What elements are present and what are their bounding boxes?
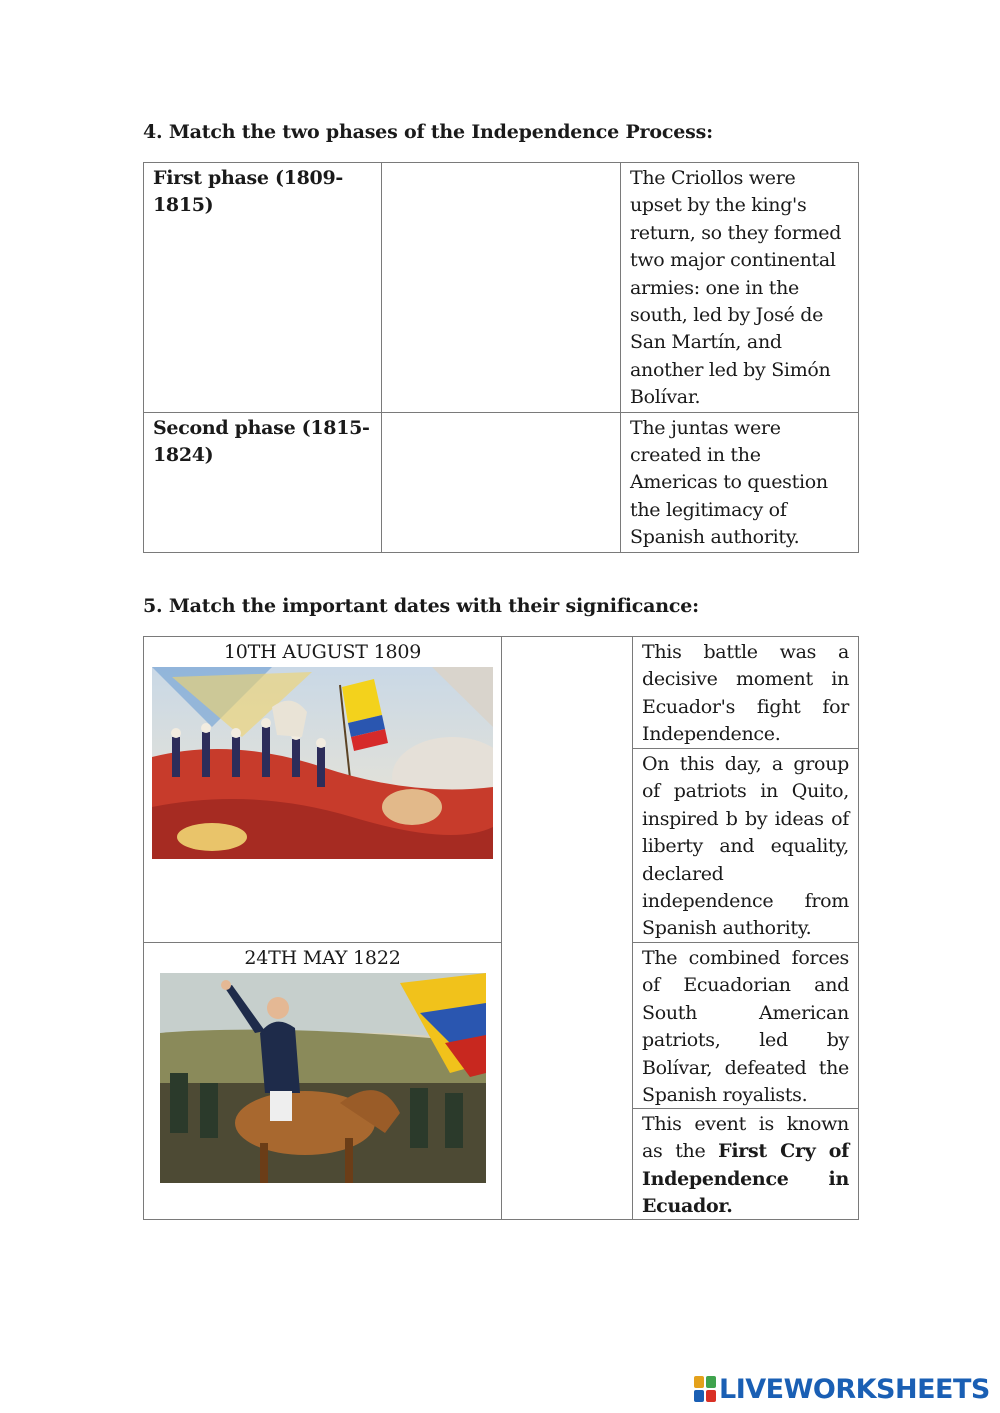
phase-label: Second phase (1815-1824) [153,416,370,467]
liveworksheets-logo-icon [694,1376,716,1402]
date-label: 24TH MAY 1822 [244,947,401,970]
date-cell [144,637,502,943]
question-4-heading: 4. Match the two phases of the Independence Process: [143,121,713,143]
significance-cell [633,637,859,1220]
battle-painting-icon [152,667,493,859]
significance-text: This battle was a decisive moment in Ecuador's fight for Independence. [642,641,849,746]
dates-match-table [143,636,859,1220]
significance-block [633,943,858,1109]
table-row [144,637,859,943]
answer-drop-cell[interactable] [382,163,621,413]
answer-drop-cell[interactable] [502,637,633,1220]
question-5-heading: 5. Match the important dates with their significance: [143,595,699,617]
date-cell [144,943,502,1220]
significance-block [633,1109,858,1219]
bolivar-painting-icon [160,973,486,1183]
logo-text: LIVEWORKSHEETS [719,1373,990,1405]
phase-cell [144,163,382,413]
description-cell [621,163,859,413]
significance-block [633,637,858,749]
liveworksheets-logo [694,1372,994,1406]
significance-text: The combined forces of Ecuadorian and South American patriots, led by Bolívar, defeated the Spanish royalists. [642,947,849,1107]
phase-label: First phase (1809-1815) [153,167,343,217]
description-text: The juntas were created in the Americas to question the legitimacy of Spanish authority. [630,416,828,549]
significance-text: On this day, a group of patriots in Quito, inspired b by ideas of liberty and equality, declared independence from Spanish authority. [642,753,849,940]
date-label: 10TH AUGUST 1809 [223,641,422,663]
phase-cell [144,412,382,552]
phases-match-table [143,162,859,553]
description-cell [621,412,859,552]
description-text: The Criollos were upset by the king's return, so they formed two major continental armies: one in the south, led by José de San Martín, and another led by Simón Bolívar. [630,167,842,409]
table-row [144,412,859,552]
significance-block [633,749,858,943]
table-row [144,163,859,413]
answer-drop-cell[interactable] [382,412,621,552]
significance-text: This event is known as the First Cry of Independence in Ecuador. [642,1113,849,1218]
